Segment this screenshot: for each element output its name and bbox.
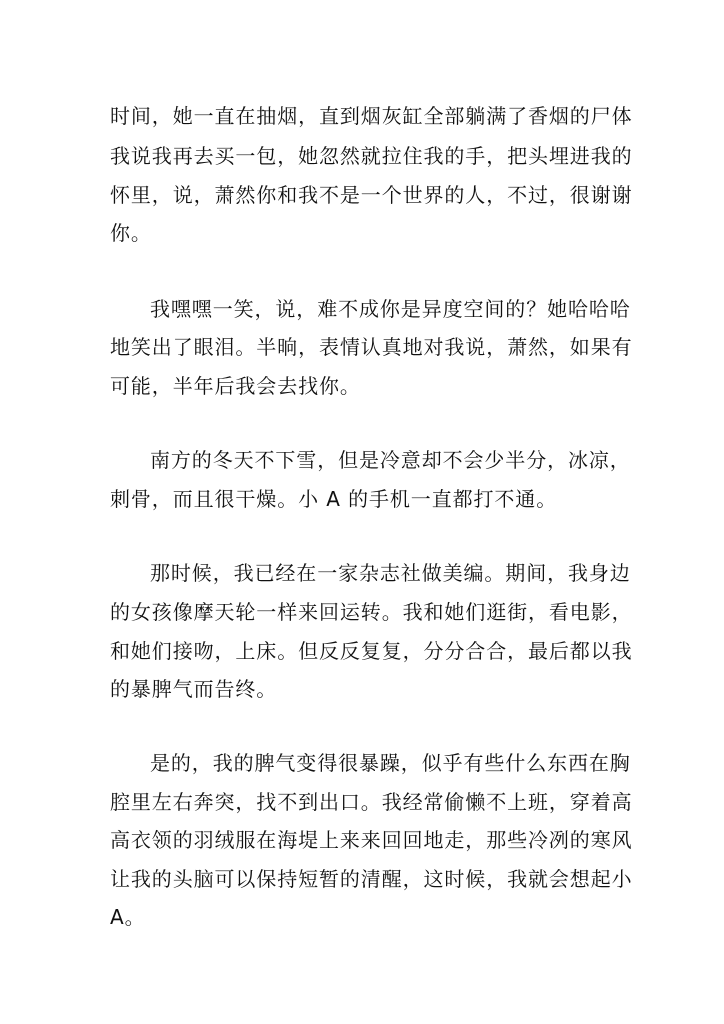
text-line: 我说我再去买一包，她忽然就拉住我的手，把头埋进我的 [110, 144, 633, 168]
text-line: 的暴脾气而告终。 [110, 677, 278, 701]
text-line: 的女孩像摩天轮一样来回运转。我和她们逛街，看电影， [110, 600, 633, 624]
text-line: 和她们接吻，上床。但反反复复，分分合合，最后都以我 [110, 639, 633, 663]
text-line: 我嘿嘿一笑，说，难不成你是异度空间的？她哈哈哈 [150, 297, 631, 321]
text-line: 是的，我的脾气变得很暴躁，似乎有些什么东西在胸 [150, 751, 631, 775]
text-line: 南方的冬天不下雪，但是冷意却不会少半分，冰凉， [150, 448, 631, 472]
text-line: 那时候，我已经在一家杂志社做美编。期间，我身边 [150, 561, 631, 585]
text-line: 可能，半年后我会去找你。 [110, 374, 361, 398]
text-line: 时间，她一直在抽烟，直到烟灰缸全部躺满了香烟的尸体 [110, 104, 633, 128]
text-line: 让我的头脑可以保持短暂的清醒，这时候，我就会想起小 [110, 867, 633, 891]
text-line: 刺骨，而且很干燥。小 A 的手机一直都打不通。 [110, 487, 558, 511]
text-line: 怀里，说，萧然你和我不是一个世界的人，不过，很谢谢 [110, 183, 633, 207]
text-line: 腔里左右奔突，找不到出口。我经常偷懒不上班，穿着高 [110, 790, 633, 814]
text-line: 地笑出了眼泪。半晌，表情认真地对我说，萧然，如果有 [110, 335, 633, 359]
text-line: 你。 [110, 221, 152, 245]
text-line: 高衣领的羽绒服在海堤上来来回回地走，那些冷冽的寒风 [110, 828, 633, 852]
text-line: A。 [110, 905, 146, 929]
